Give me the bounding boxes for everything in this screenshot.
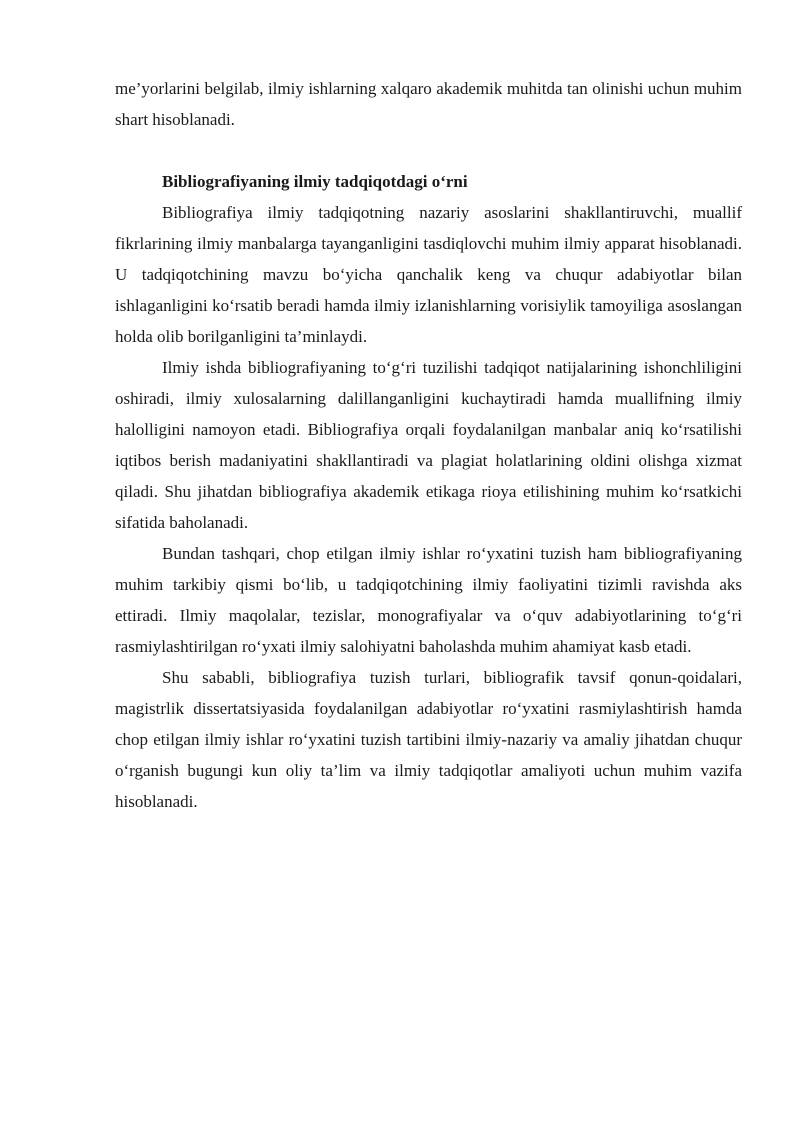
paragraph-1: Bibliografiya ilmiy tadqiqotning nazariy asoslarini shakllantiruvchi, muallif fikrlarining ilmiy manbalarga tayanganligini tasdiqlovchi muhim ilmiy apparat hisoblanadi. U tadqiqotchining mavzu bo‘yicha qanchalik keng va chuqur adabiyotlar bilan ishlaganligini ko‘rsatib beradi hamda ilmiy izlanishlarning vorisiylik tamoyiliga asoslangan holda olib borilganligini ta’minlaydi. bbox=[115, 203, 742, 346]
paragraph-4: Shu sababli, bibliografiya tuzish turlari, bibliografik tavsif qonun-qoidalari, magistrlik dissertatsiyasida foydalanilgan adabiyotlar ro‘yxatini rasmiylashtirish hamda chop etilgan ilmiy ishlar ro‘yxatini tuzish tartibini ilmiy-nazariy va amaliy jihatdan chuqur o‘rganish bugungi kun oliy ta’lim va ilmiy tadqiqotlar amaliyoti uchun muhim vazifa hisoblanadi. bbox=[115, 668, 742, 811]
paragraph-continuation: me’yorlarini belgilab, ilmiy ishlarning xalqaro akademik muhitda tan olinishi uchun muhim shart hisoblanadi. bbox=[115, 79, 742, 129]
paragraph-3: Bundan tashqari, chop etilgan ilmiy ishlar ro‘yxatini tuzish ham bibliografiyaning muhim tarkibiy qismi bo‘lib, u tadqiqotchining ilmiy faoliyatini tizimli ravishda aks ettiradi. Ilmiy maqolalar, tezislar, monografiyalar va o‘quv adabiyotlarining to‘g‘ri rasmiylashtirilgan ro‘yxati ilmiy salohiyatni baholashda muhim ahamiyat kasb etadi. bbox=[115, 544, 742, 656]
document-body bbox=[115, 73, 742, 817]
paragraph-2: Ilmiy ishda bibliografiyaning to‘g‘ri tuzilishi tadqiqot natijalarining ishonchliligini oshiradi, ilmiy xulosalarning dalillanganligini kuchaytiradi hamda muallifning ilmiy halolligini namoyon etadi. Bibliografiya orqali foydalanilgan manbalar aniq ko‘rsatilishi iqtibos berish madaniyatini shakllantiradi va plagiat holatlarining oldini olishga xizmat qiladi. Shu jihatdan bibliografiya akademik etikaga rioya etilishining muhim ko‘rsatkichi sifatida baholanadi. bbox=[115, 358, 742, 532]
section-heading: Bibliografiyaning ilmiy tadqiqotdagi o‘rni bbox=[162, 172, 468, 191]
